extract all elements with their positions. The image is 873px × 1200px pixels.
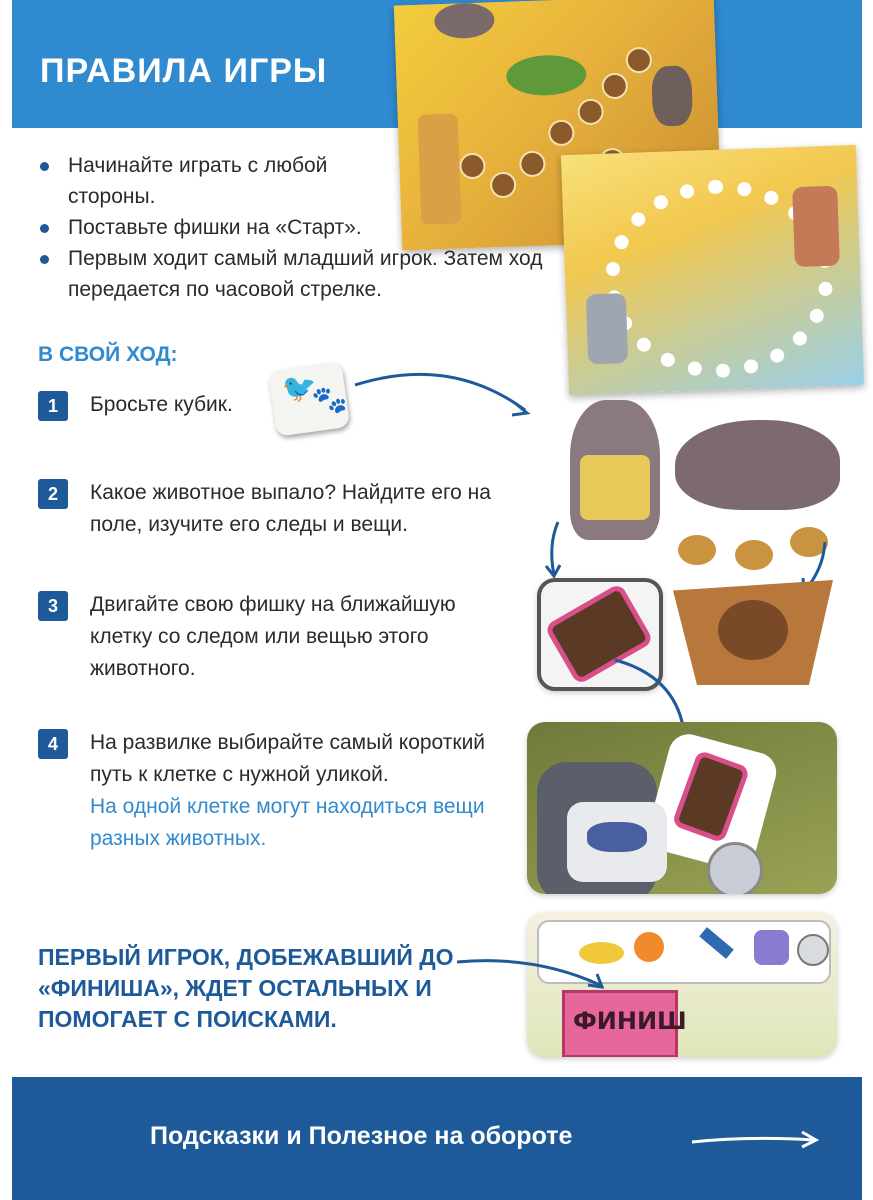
ostrich-illustration	[651, 65, 693, 126]
camera-icon	[754, 930, 789, 965]
arrow-to-finish	[455, 950, 615, 995]
start-rules-list	[32, 150, 552, 305]
step-1	[38, 389, 268, 421]
step-number-badge: 3	[38, 591, 68, 621]
screwdriver-icon	[699, 927, 734, 959]
footer-text: Подсказки и Полезное на обороте	[150, 1122, 573, 1150]
disc-icon	[797, 934, 829, 966]
step-2	[38, 477, 518, 541]
orange-icon	[634, 932, 664, 962]
board-cell	[567, 802, 667, 882]
step-4	[38, 727, 518, 855]
animal-dice-illustration	[268, 361, 350, 437]
footer-arrow-icon	[690, 1128, 820, 1152]
step-text: На развилке выбирайте самый короткий путь к клетке с нужной уликой.	[90, 731, 486, 786]
arrow-to-hippo	[350, 365, 540, 425]
step-text: Какое животное выпало? Найдите его на поле, изучите его следы и вещи.	[90, 481, 491, 536]
belt-bag-icon	[587, 822, 647, 852]
step-text: Двигайте свою фишку на ближайшую клетку со следом или вещью этого животного.	[90, 593, 456, 680]
step-number-badge: 1	[38, 391, 68, 421]
acacia-tree-illustration	[506, 54, 587, 97]
animal-illustration	[434, 2, 495, 39]
hippo-illustration	[675, 420, 840, 510]
paw-print-icon	[678, 535, 716, 565]
bird-silhouette-icon: 🐦	[280, 369, 320, 406]
paw-print-icon	[718, 600, 788, 660]
rule-item: Поставьте фишки на «Старт».	[32, 212, 552, 243]
paw-print-icon	[735, 540, 773, 570]
board-fork-detail-illustration	[527, 722, 837, 894]
page-title: ПРАВИЛА ИГРЫ	[40, 52, 328, 90]
city-board-illustration	[561, 145, 864, 395]
board-path-cell	[601, 73, 628, 100]
step-note: На одной клетке могут находиться вещи разных животных.	[90, 795, 485, 850]
rule-item: Начинайте играть с любой стороны.	[32, 150, 368, 212]
animal-silhouette-icon: 🐾	[310, 381, 350, 418]
finish-sign	[562, 990, 687, 1057]
phone-icon	[671, 750, 750, 844]
finish-sign-label: ФИНИШ	[573, 1007, 687, 1035]
finish-rule: ПЕРВЫЙ ИГРОК, ДОБЕЖАВШИЙ ДО «ФИНИША», ЖДЕТ ОСТАЛЬНЫХ И ПОМОГАЕТ С ПОИСКАМИ.	[38, 944, 454, 1032]
board-path-cell	[577, 98, 604, 125]
disc-icon	[707, 842, 763, 894]
hippo-with-selfie-stick-illustration	[570, 400, 660, 540]
step-number-badge: 4	[38, 729, 68, 759]
animal-illustration	[792, 186, 840, 268]
step-number-badge: 2	[38, 479, 68, 509]
board-path-cell	[548, 119, 575, 146]
animal-illustration	[586, 293, 628, 364]
arrow-down-left	[540, 520, 570, 580]
turn-heading: В СВОЙ ХОД:	[38, 343, 178, 366]
hippo-clothes	[580, 455, 650, 520]
step-3	[38, 589, 518, 685]
rule-item: Первым ходит самый младший игрок. Затем ход передается по часовой стрелке.	[32, 243, 552, 305]
board-path-cell	[625, 47, 652, 74]
step-text: Бросьте кубик.	[90, 393, 233, 416]
